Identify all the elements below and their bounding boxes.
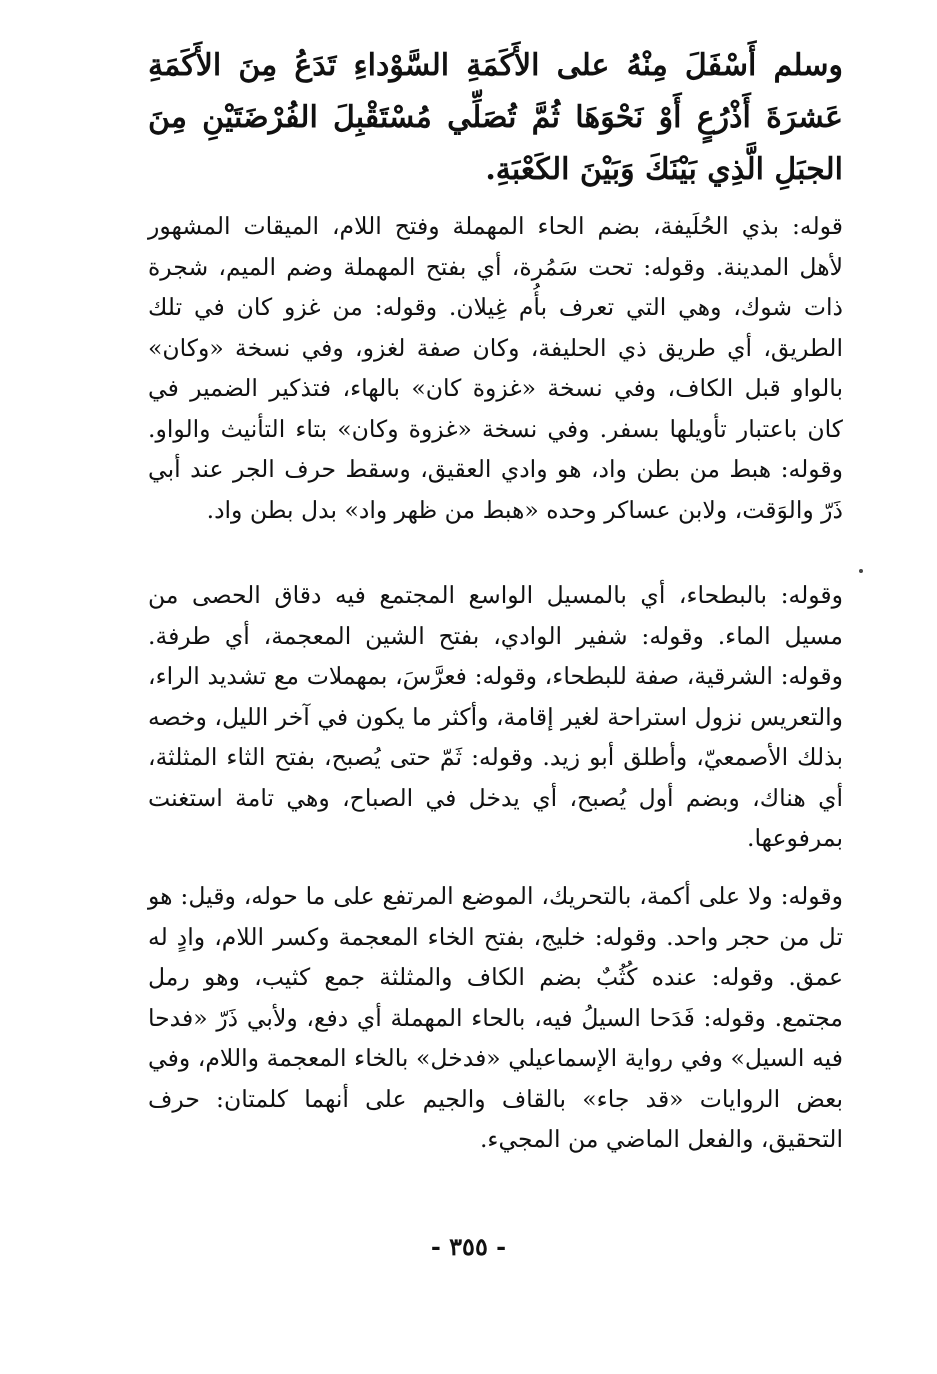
- margin-mark: [859, 569, 863, 573]
- hadith-text: وسلم أَسْفَلَ مِنْهُ على الأَكَمَةِ السَّوْداءِ تَدَعُ مِنَ الأَكَمَةِ عَشرَةَ أَذْرُعٍ أَوْ نَحْوَهَا ثُمَّ تُصَلِّي مُسْتَقْبِلَ الفُرْضَتَيْنِ مِنَ الجبَلِ الَّذِي بَيْنَكَ وَبَيْنَ الكَعْبَةِ.: [148, 48, 843, 187]
- page-number: - ٣٥٥ -: [430, 1232, 507, 1261]
- commentary-paragraph-1: قوله: بذي الحُلَيفة، بضم الحاء المهملة وفتح اللام، الميقات المشهور لأهل المدينة. وقوله: تحت سَمُرة، أي بفتح المهملة وضم الميم، شجرة ذات شوك، وهي التي تعرف بأُم غِيلان. وقوله: من غزو كان في تلك الطريق، أي طريق ذي الحليفة، وكان صفة لغزو، وفي نسخة «وكان» بالواو قبل الكاف، وفي نسخة «غزوة كان» بالهاء، فتذكير الضمير في كان باعتبار تأويلها بسفر. وفي نسخة «غزوة وكان» بتاء التأنيث والواو. وقوله: هبط من بطن واد، هو وادي العقيق، وسقط حرف الجر عند أبي ذَرّ والوَقت، ولابن عساكر وحده «هبط من ظهر واد» بدل بطن واد.: [148, 212, 843, 524]
- commentary-paragraph-3: وقوله: ولا على أكمة، بالتحريك، الموضع المرتفع على ما حوله، وقيل: هو تل من حجر واحد. وقوله: خليج، بفتح الخاء المعجمة وكسر اللام، وادٍ له عمق. وقوله: عنده كُثُبٌ بضم الكاف والمثلثة جمع كثيب، وهو رمل مجتمع. وقوله: فَدَحا السيلُ فيه، بالحاء المهملة أي دفع، ولأبي ذَرّ «فدحا فيه السيل» وفي رواية الإسماعيلي «فدخل» بالخاء المعجمة واللام، وفي بعض الروايات «قد جاء» بالقاف والجيم على أنهما كلمتان: حرف التحقيق، والفعل الماضي من المجيء.: [148, 882, 843, 1153]
- commentary-paragraph-2: وقوله: بالبطحاء، أي بالمسيل الواسع المجتمع فيه دقاق الحصى من مسيل الماء. وقوله: شفير الوادي، بفتح الشين المعجمة، أي طرفة. وقوله: الشرقية، صفة للبطحاء، وقوله: فعرَّسَ، بمهملات مع تشديد الراء، والتعريس نزول استراحة لغير إقامة، وأكثر ما يكون في آخر الليل، وخصه بذلك الأصمعيّ، وأطلق أبو زيد. وقوله: ثَمّ حتى يُصبح، بفتح الثاء المثلثة، أي هناك، وبضم أول يُصبح، أي يدخل في الصباح، وهي تامة استغنت بمرفوعها.: [148, 581, 843, 852]
